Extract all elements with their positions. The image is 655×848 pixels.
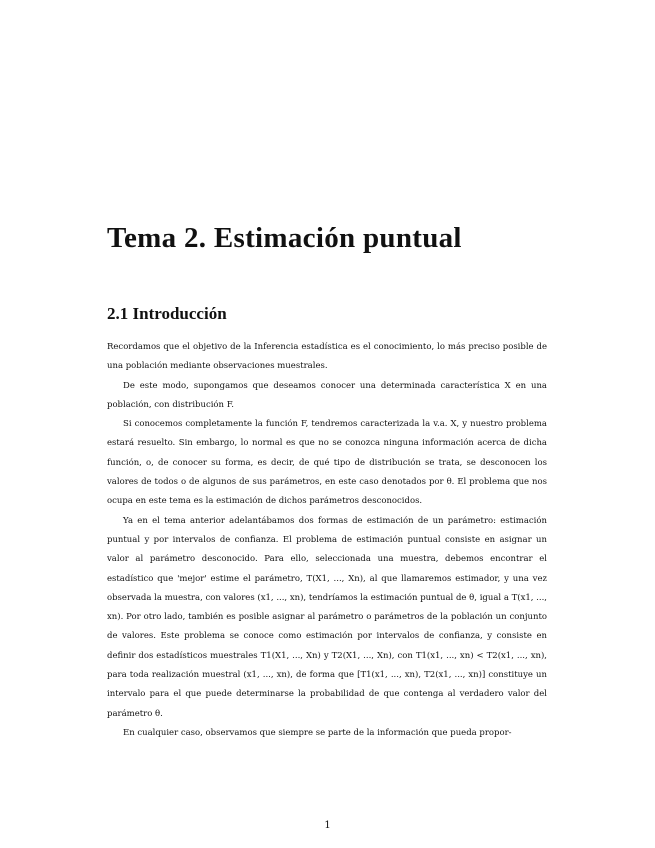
paragraph: En cualquier caso, observamos que siempre se parte de la información que pueda propor- xyxy=(123,727,512,738)
chapter-title: Tema 2. Estimación puntual xyxy=(107,222,462,254)
section-title: 2.1 Introducción xyxy=(107,304,227,323)
body-text xyxy=(107,338,547,743)
paragraph: De este modo, supongamos que deseamos conocer una determinada característica X en una población, con distribución F. xyxy=(107,380,547,410)
paragraph: Si conocemos completamente la función F, tendremos caracterizada la v.a. X, y nuestro problema estará resuelto. Sin embargo, lo normal es que no se conozca ninguna información acerca de dicha función, o, de conocer su forma, es decir, de qué tipo de distribución se trata, se desconocen los valores de todos o de algunos de sus parámetros, en este caso denotados por θ. El problema que nos ocupa en este tema es la estimación de dichos parámetros desconocidos. xyxy=(107,419,547,507)
paragraph: Recordamos que el objetivo de la Inferencia estadística es el conocimiento, lo más preciso posible de una población mediante observaciones muestrales. xyxy=(107,342,547,372)
page-number: 1 xyxy=(324,820,331,831)
paragraph: Ya en el tema anterior adelantábamos dos formas de estimación de un parámetro: estimación puntual y por intervalos de confianza. El problema de estimación puntual consiste en asignar un valor al parámetro desconocido. Para ello, seleccionada una muestra, debemos encontrar el estadístico que 'mejor' estime el parámetro, T(X1, ..., Xn), al que llamaremos estimador, y una vez observada la muestra, con valores (x1, ..., xn), tendríamos la estimación puntual de θ, igual a T(x1, ..., xn). Por otro lado, también es posible asignar al parámetro o parámetros de la población un conjunto de valores. Este problema se conoce como estimación por intervalos de confianza, y consiste en definir dos estadísticos muestrales T1(X1, ..., Xn) y T2(X1, ..., Xn), con T1(x1, ..., xn) < T2(x1, ..., xn), para toda realización muestral (x1, ..., xn), de forma que [T1(x1, ..., xn), T2(x1, ..., xn)] constituye un intervalo para el que puede determinarse la probabilidad de que contenga al verdadero valor del parámetro θ. xyxy=(107,515,547,719)
